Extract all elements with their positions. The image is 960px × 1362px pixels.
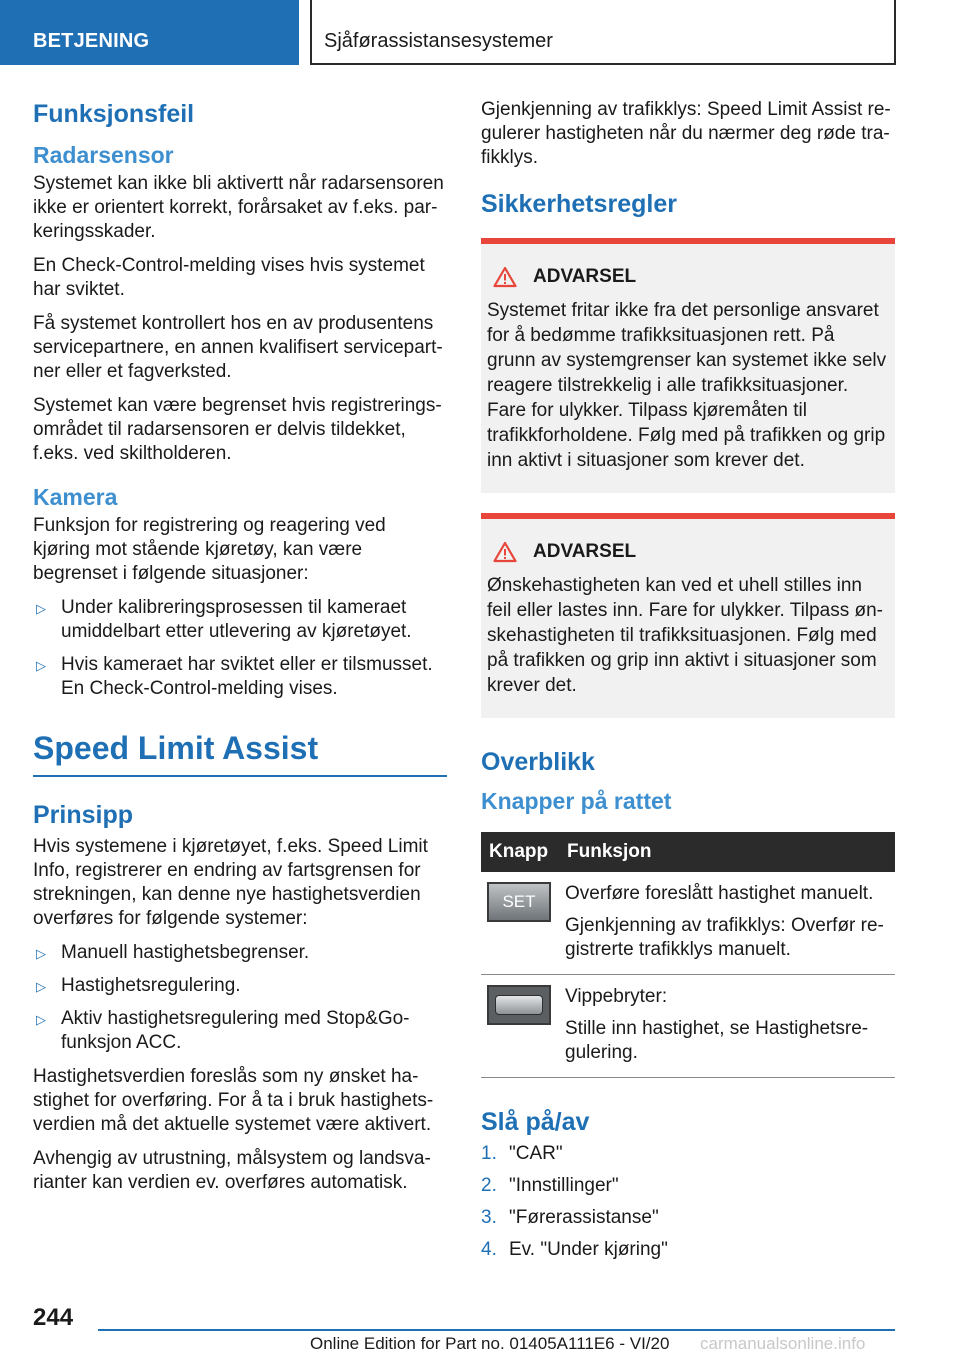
kamera-bullet-list — [33, 596, 447, 701]
warning-triangle-icon — [493, 266, 517, 288]
table-header-row — [481, 832, 895, 872]
left-column — [33, 98, 447, 1205]
prinsipp-bullet-list — [33, 941, 447, 1055]
list-item: ▷ Under kalibreringsprosessen til kameraet umiddelbart etter utlevering av kjøretøyet. — [36, 597, 412, 642]
warning-text: Ønskehastigheten kan ved et uhell stilles inn feil eller lastes inn. Fare for ulykker. Tilpass ønskehastigheten til trafikksituasjonen. Følg med på trafikken og grip inn aktivt i situasjoner som krever det. — [487, 575, 883, 696]
list-item: 1. "CAR" — [481, 1143, 563, 1164]
triangle-bullet-icon: ▷ — [36, 658, 46, 673]
edition-info: Online Edition for Part no. 01405A111E6 - VI/20 — [310, 1334, 670, 1353]
function-text: Overføre foreslått hastighet manuelt. — [565, 883, 874, 904]
table-cell-function — [559, 872, 895, 975]
radar-paragraph-4: Systemet kan være begrenset hvis registreringsområdet til radarsensoren er delvis tildekket, f.eks. ved skiltholderen. — [33, 395, 442, 464]
warning-header — [487, 541, 887, 563]
footer-divider — [98, 1329, 895, 1331]
list-item: ▷ Hvis kameraet har sviktet eller er tilsmusset. En Check-Control-melding vises. — [36, 654, 433, 699]
function-text: Vippebryter: — [565, 986, 668, 1007]
page-footer — [0, 1290, 960, 1362]
knapper-heading: Knapper på rattet — [481, 788, 672, 814]
triangle-bullet-icon: ▷ — [36, 946, 46, 961]
list-item: ▷ Manuell hastighetsbegrenser. — [33, 941, 447, 965]
warning-box — [481, 238, 895, 493]
triangle-bullet-icon: ▷ — [36, 979, 46, 994]
prinsipp-paragraph-3: Avhengig av utrustning, målsystem og landsvarianter kan verdien ev. overføres automatisk. — [33, 1148, 431, 1193]
right-column — [481, 98, 895, 1270]
list-item: 4. Ev. "Under kjøring" — [481, 1239, 668, 1260]
speed-limit-assist-heading: Speed Limit Assist — [33, 727, 447, 777]
table-cell-key — [481, 872, 559, 975]
button-table — [481, 832, 895, 1078]
chapter-title: Sjåførassistansesystemer — [310, 0, 896, 65]
set-button-icon: SET — [487, 882, 551, 922]
list-item: 3. "Førerassistanse" — [481, 1207, 659, 1228]
steps-list — [481, 1142, 895, 1262]
kamera-paragraph: Funksjon for registrering og reagering ved kjøring mot stående kjøretøy, kan være begrenset i følgende situasjoner: — [33, 515, 386, 584]
page-header — [0, 0, 960, 65]
watermark: carmanualsonline.info — [700, 1334, 866, 1353]
table-row — [481, 872, 895, 975]
prinsipp-paragraph-1: Hvis systemene i kjøretøyet, f.eks. Speed Limit Info, registrerer en endring av fartsgrensen for strekningen, kan denne nye hastighetsverdien overføres for følgende systemer: — [33, 836, 428, 929]
rocker-switch-icon — [487, 985, 551, 1025]
radarsensor-heading: Radarsensor — [33, 142, 174, 168]
function-text: Gjenkjenning av trafikklys: Overfør registrerte trafikklys manuelt. — [565, 915, 884, 960]
list-item: ▷ Aktiv hastighetsregulering med Stop&Go-funksjon ACC. — [36, 1008, 410, 1053]
warning-label: ADVARSEL — [533, 541, 637, 562]
triangle-bullet-icon: ▷ — [36, 1012, 46, 1027]
radar-paragraph-3: Få systemet kontrollert hos en av produsentens servicepartnere, en annen kvalifisert servicepartner eller et fagverksted. — [33, 313, 443, 382]
column-header-funksjon: Funksjon — [559, 832, 895, 872]
list-item: ▷ Hastighetsregulering. — [33, 974, 447, 998]
warning-triangle-icon — [493, 541, 517, 563]
overblikk-heading: Overblikk — [481, 748, 595, 776]
prinsipp-heading: Prinsipp — [33, 801, 134, 829]
list-item: 2. "Innstillinger" — [481, 1175, 619, 1196]
warning-label: ADVARSEL — [533, 266, 637, 287]
triangle-bullet-icon: ▷ — [36, 601, 46, 616]
page-number: 244 — [33, 1304, 74, 1331]
warning-text: Systemet fritar ikke fra det personlige ansvaret for å bedømme trafikksituasjonen rett. På grunn av systemgrenser kan systemet ikke selv reagere tilstrekkelig i alle trafikksituasjoner. Fare for ulykker. Tilpass kjøremåten til trafikkforholdene. Følg med på trafikken og grip inn aktivt i situasjoner som krever det. — [487, 300, 887, 471]
table-cell-key — [481, 975, 559, 1078]
kamera-heading: Kamera — [33, 484, 118, 510]
warning-header — [487, 266, 887, 288]
function-text: Stille inn hastighet, se Hastighetsregulering. — [565, 1018, 869, 1063]
prinsipp-paragraph-2: Hastighetsverdien foreslås som ny ønsket hastighet for overføring. For å ta i bruk hastighetsverdien må det aktuelle systemet være aktivert. — [33, 1066, 434, 1135]
radar-paragraph-2: En Check-Control-melding vises hvis systemet har sviktet. — [33, 255, 425, 300]
table-row — [481, 975, 895, 1078]
funksjonsfeil-heading: Funksjonsfeil — [33, 100, 195, 128]
table-cell-function — [559, 975, 895, 1078]
traffic-light-intro: Gjenkjenning av trafikklys: Speed Limit Assist regulerer hastigheten når du nærmer deg røde trafikklys. — [481, 99, 891, 168]
slaa-paa-av-heading: Slå på/av — [481, 1108, 590, 1136]
sikkerhetsregler-heading: Sikkerhetsregler — [481, 190, 677, 218]
column-header-knapp: Knapp — [481, 832, 559, 872]
radar-paragraph-1: Systemet kan ikke bli aktivertt når radarsensoren ikke er orientert korrekt, forårsaket av f.eks. parkeringsskader. — [33, 173, 444, 242]
section-tab: BETJENING — [0, 0, 299, 65]
warning-box — [481, 513, 895, 718]
